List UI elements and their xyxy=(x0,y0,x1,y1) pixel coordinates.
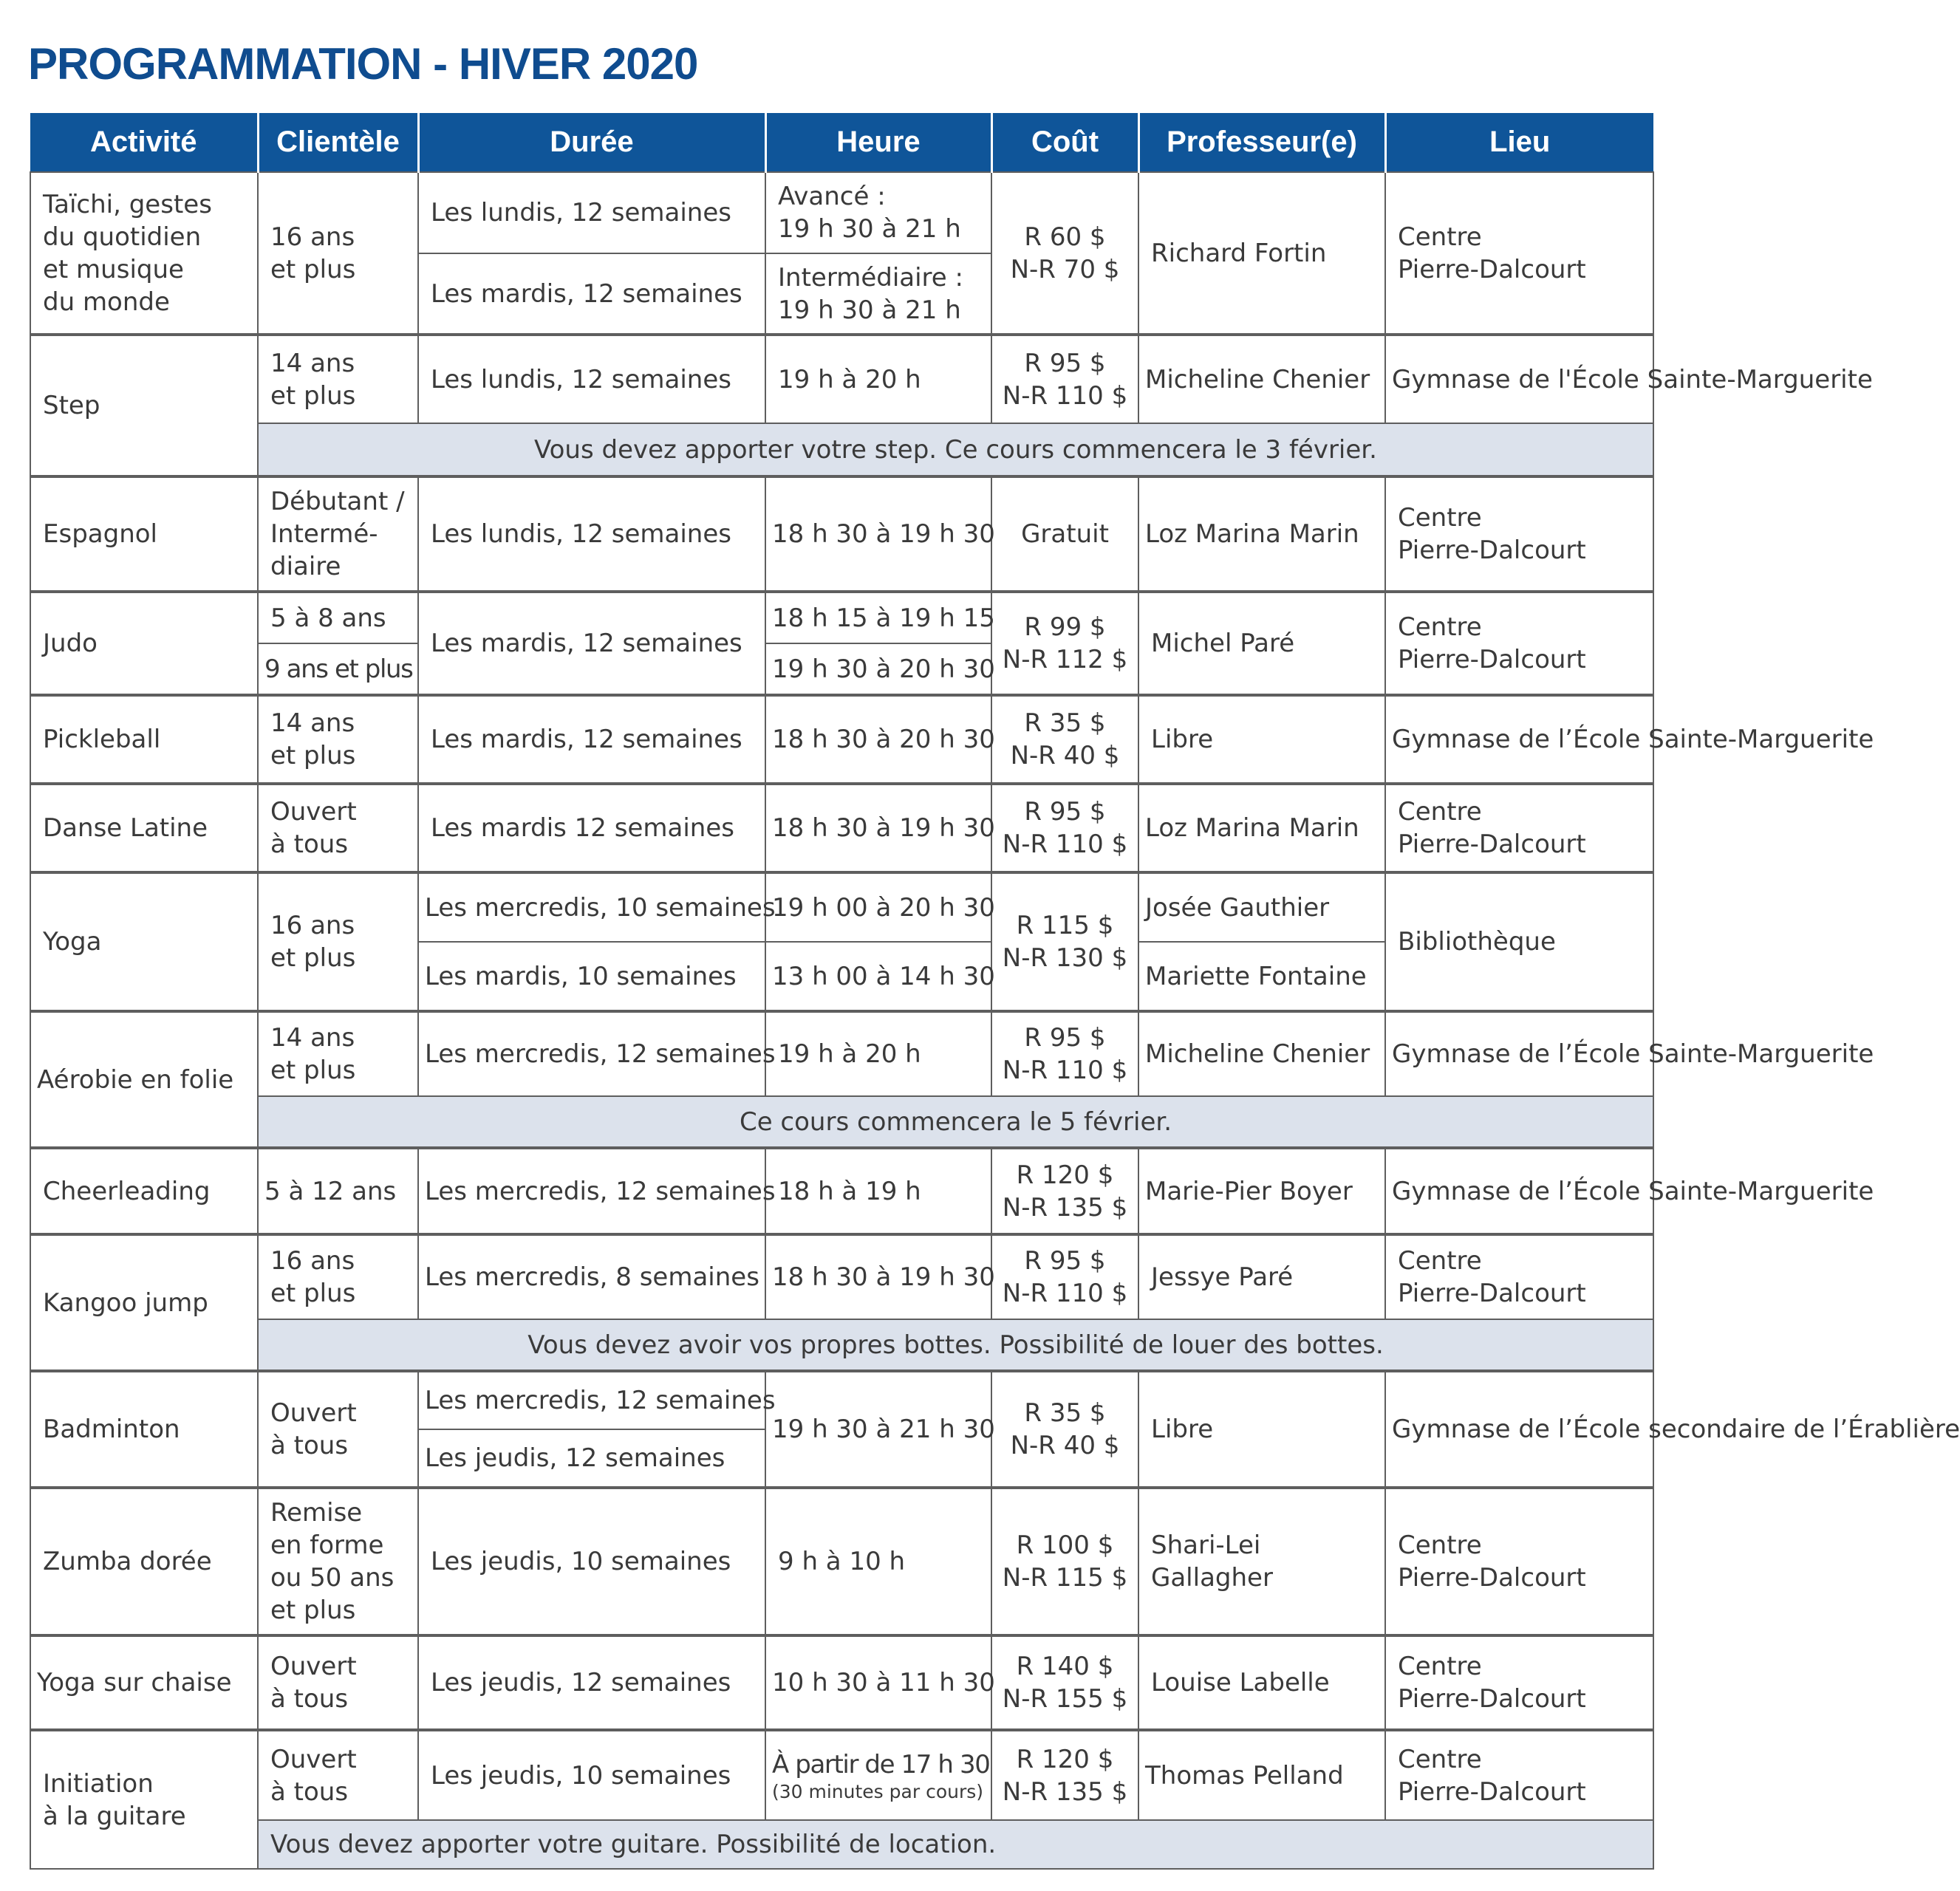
header-duree: Durée xyxy=(418,113,765,172)
professeur-cell: Marie-Pier Boyer xyxy=(1138,1148,1385,1234)
activity-cell: Danse Latine xyxy=(30,784,258,872)
heure-cell: 19 h à 20 h xyxy=(765,335,991,423)
table-row xyxy=(30,423,1653,476)
table-row xyxy=(30,476,1653,592)
heure-cell: Intermédiaire : 19 h 30 à 21 h xyxy=(765,253,991,335)
activity-cell: Espagnol xyxy=(30,476,258,592)
professeur-cell: Josée Gauthier xyxy=(1138,872,1385,942)
heure-cell: 19 h 30 à 21 h 30 xyxy=(765,1371,991,1488)
heure-cell: 18 h 30 à 20 h 30 xyxy=(765,695,991,784)
note-cell: Vous devez avoir vos propres bottes. Possibilité de louer des bottes. xyxy=(258,1319,1653,1371)
cout-cell: R 120 $ N-R 135 $ xyxy=(991,1730,1138,1820)
cout-cell: Gratuit xyxy=(991,476,1138,592)
activity-cell: Pickleball xyxy=(30,695,258,784)
table-row xyxy=(30,592,1653,643)
heure-cell: 9 h à 10 h xyxy=(765,1488,991,1635)
cout-cell: R 115 $ N-R 130 $ xyxy=(991,872,1138,1011)
heure-cell: 18 h 30 à 19 h 30 xyxy=(765,784,991,872)
lieu-cell: Gymnase de l'École Sainte-Marguerite xyxy=(1385,335,1653,423)
lieu-cell: Centre Pierre-Dalcourt xyxy=(1385,1488,1653,1635)
cout-cell: R 60 $ N-R 70 $ xyxy=(991,172,1138,335)
professeur-cell: Shari-Lei Gallagher xyxy=(1138,1488,1385,1635)
table-row xyxy=(30,1820,1653,1869)
heure-cell xyxy=(765,1730,991,1820)
duree-cell: Les jeudis, 10 semaines xyxy=(418,1730,765,1820)
clientele-cell: 5 à 8 ans xyxy=(258,592,418,643)
clientele-cell: Ouvert à tous xyxy=(258,1635,418,1730)
page-title: PROGRAMMATION - HIVER 2020 xyxy=(28,39,698,89)
clientele-cell: 14 ans et plus xyxy=(258,695,418,784)
clientele-cell: 14 ans et plus xyxy=(258,335,418,423)
professeur-cell: Jessye Paré xyxy=(1138,1234,1385,1319)
table-row xyxy=(30,1371,1653,1429)
activity-cell: Step xyxy=(30,335,258,476)
professeur-cell: Micheline Chenier xyxy=(1138,335,1385,423)
lieu-cell: Centre Pierre-Dalcourt xyxy=(1385,1635,1653,1730)
heure-cell: 18 h 30 à 19 h 30 xyxy=(765,476,991,592)
table-row xyxy=(30,1096,1653,1148)
table-row xyxy=(30,1148,1653,1234)
header-lieu: Lieu xyxy=(1385,113,1653,172)
clientele-cell: 16 ans et plus xyxy=(258,172,418,335)
lieu-cell: Centre Pierre-Dalcourt xyxy=(1385,784,1653,872)
professeur-cell: Libre xyxy=(1138,1371,1385,1488)
duree-cell: Les mercredis, 10 semaines xyxy=(418,872,765,942)
lieu-cell: Centre Pierre-Dalcourt xyxy=(1385,1730,1653,1820)
heure-cell: 19 h 30 à 20 h 30 xyxy=(765,643,991,695)
table-row xyxy=(30,1011,1653,1096)
cout-cell: R 95 $ N-R 110 $ xyxy=(991,1011,1138,1096)
clientele-cell: Débutant / Intermé- diaire xyxy=(258,476,418,592)
duree-cell: Les mercredis, 12 semaines xyxy=(418,1011,765,1096)
professeur-cell: Loz Marina Marin xyxy=(1138,784,1385,872)
table-row xyxy=(30,172,1653,253)
cout-cell: R 140 $ N-R 155 $ xyxy=(991,1635,1138,1730)
heure-cell: 18 h à 19 h xyxy=(765,1148,991,1234)
heure-cell: 18 h 15 à 19 h 15 xyxy=(765,592,991,643)
professeur-cell: Thomas Pelland xyxy=(1138,1730,1385,1820)
duree-cell: Les mardis 12 semaines xyxy=(418,784,765,872)
table-row xyxy=(30,695,1653,784)
activity-cell: Badminton xyxy=(30,1371,258,1488)
lieu-cell: Centre Pierre-Dalcourt xyxy=(1385,592,1653,695)
table-row xyxy=(30,1730,1653,1820)
clientele-cell: 9 ans et plus xyxy=(258,643,418,695)
heure-cell: 19 h à 20 h xyxy=(765,1011,991,1096)
professeur-cell: Loz Marina Marin xyxy=(1138,476,1385,592)
heure-cell: 18 h 30 à 19 h 30 xyxy=(765,1234,991,1319)
table-header-row xyxy=(30,113,1653,172)
header-cout: Coût xyxy=(991,113,1138,172)
duree-cell: Les mercredis, 12 semaines xyxy=(418,1148,765,1234)
duree-cell: Les mercredis, 8 semaines xyxy=(418,1234,765,1319)
duree-cell: Les jeudis, 10 semaines xyxy=(418,1488,765,1635)
table-row xyxy=(30,784,1653,872)
cout-cell: R 95 $ N-R 110 $ xyxy=(991,1234,1138,1319)
activity-cell: Kangoo jump xyxy=(30,1234,258,1371)
cout-cell: R 95 $ N-R 110 $ xyxy=(991,784,1138,872)
duree-cell: Les mardis, 10 semaines xyxy=(418,942,765,1011)
heure-subtext: (30 minutes par cours) xyxy=(772,1780,984,1802)
clientele-cell: 5 à 12 ans xyxy=(258,1148,418,1234)
activity-cell: Yoga sur chaise xyxy=(30,1635,258,1730)
duree-cell: Les lundis, 12 semaines xyxy=(418,335,765,423)
table-row xyxy=(30,1319,1653,1371)
duree-cell: Les mardis, 12 semaines xyxy=(418,592,765,695)
duree-cell: Les mardis, 12 semaines xyxy=(418,253,765,335)
professeur-cell: Michel Paré xyxy=(1138,592,1385,695)
header-professeur: Professeur(e) xyxy=(1138,113,1385,172)
activity-cell: Judo xyxy=(30,592,258,695)
cout-cell: R 100 $ N-R 115 $ xyxy=(991,1488,1138,1635)
cout-cell: R 120 $ N-R 135 $ xyxy=(991,1148,1138,1234)
cout-cell: R 35 $ N-R 40 $ xyxy=(991,1371,1138,1488)
cout-cell: R 99 $ N-R 112 $ xyxy=(991,592,1138,695)
lieu-cell: Bibliothèque xyxy=(1385,872,1653,1011)
lieu-cell: Centre Pierre-Dalcourt xyxy=(1385,172,1653,335)
lieu-cell: Gymnase de l’École Sainte-Marguerite xyxy=(1385,1148,1653,1234)
clientele-cell: Ouvert à tous xyxy=(258,1730,418,1820)
clientele-cell: Ouvert à tous xyxy=(258,1371,418,1488)
table-row xyxy=(30,1488,1653,1635)
heure-cell: 19 h 00 à 20 h 30 xyxy=(765,872,991,942)
table-row xyxy=(30,335,1653,423)
lieu-cell: Centre Pierre-Dalcourt xyxy=(1385,476,1653,592)
heure-text: À partir de 17 h 30 xyxy=(772,1749,990,1779)
lieu-cell: Gymnase de l’École secondaire de l’Érablière xyxy=(1385,1371,1653,1488)
activity-cell: Aérobie en folie xyxy=(30,1011,258,1148)
note-cell: Ce cours commencera le 5 février. xyxy=(258,1096,1653,1148)
header-activite: Activité xyxy=(30,113,258,172)
heure-cell: 10 h 30 à 11 h 30 xyxy=(765,1635,991,1730)
lieu-cell: Gymnase de l’École Sainte-Marguerite xyxy=(1385,695,1653,784)
cout-cell: R 95 $ N-R 110 $ xyxy=(991,335,1138,423)
note-cell: Vous devez apporter votre step. Ce cours commencera le 3 février. xyxy=(258,423,1653,476)
table-row xyxy=(30,1234,1653,1319)
activity-cell: Initiation à la guitare xyxy=(30,1730,258,1869)
header-clientele: Clientèle xyxy=(258,113,418,172)
activity-cell: Taïchi, gestes du quotidien et musique du monde xyxy=(30,172,258,335)
duree-cell: Les mercredis, 12 semaines xyxy=(418,1371,765,1429)
duree-cell: Les jeudis, 12 semaines xyxy=(418,1635,765,1730)
table-row xyxy=(30,1635,1653,1730)
professeur-cell: Libre xyxy=(1138,695,1385,784)
professeur-cell: Richard Fortin xyxy=(1138,172,1385,335)
duree-cell: Les jeudis, 12 semaines xyxy=(418,1429,765,1488)
activity-cell: Cheerleading xyxy=(30,1148,258,1234)
duree-cell: Les mardis, 12 semaines xyxy=(418,695,765,784)
clientele-cell: Remise en forme ou 50 ans et plus xyxy=(258,1488,418,1635)
activity-cell: Zumba dorée xyxy=(30,1488,258,1635)
lieu-cell: Gymnase de l’École Sainte-Marguerite xyxy=(1385,1011,1653,1096)
cout-cell: R 35 $ N-R 40 $ xyxy=(991,695,1138,784)
professeur-cell: Mariette Fontaine xyxy=(1138,942,1385,1011)
schedule-table xyxy=(30,113,1960,1870)
clientele-cell: 16 ans et plus xyxy=(258,872,418,1011)
duree-cell: Les lundis, 12 semaines xyxy=(418,476,765,592)
heure-cell: 13 h 00 à 14 h 30 xyxy=(765,942,991,1011)
duree-cell: Les lundis, 12 semaines xyxy=(418,172,765,253)
header-heure: Heure xyxy=(765,113,991,172)
table-row xyxy=(30,872,1653,942)
professeur-cell: Micheline Chenier xyxy=(1138,1011,1385,1096)
clientele-cell: 16 ans et plus xyxy=(258,1234,418,1319)
heure-cell: Avancé : 19 h 30 à 21 h xyxy=(765,172,991,253)
clientele-cell: 14 ans et plus xyxy=(258,1011,418,1096)
lieu-cell: Centre Pierre-Dalcourt xyxy=(1385,1234,1653,1319)
clientele-cell: Ouvert à tous xyxy=(258,784,418,872)
professeur-cell: Louise Labelle xyxy=(1138,1635,1385,1730)
note-cell: Vous devez apporter votre guitare. Possibilité de location. xyxy=(258,1820,1653,1869)
activity-cell: Yoga xyxy=(30,872,258,1011)
